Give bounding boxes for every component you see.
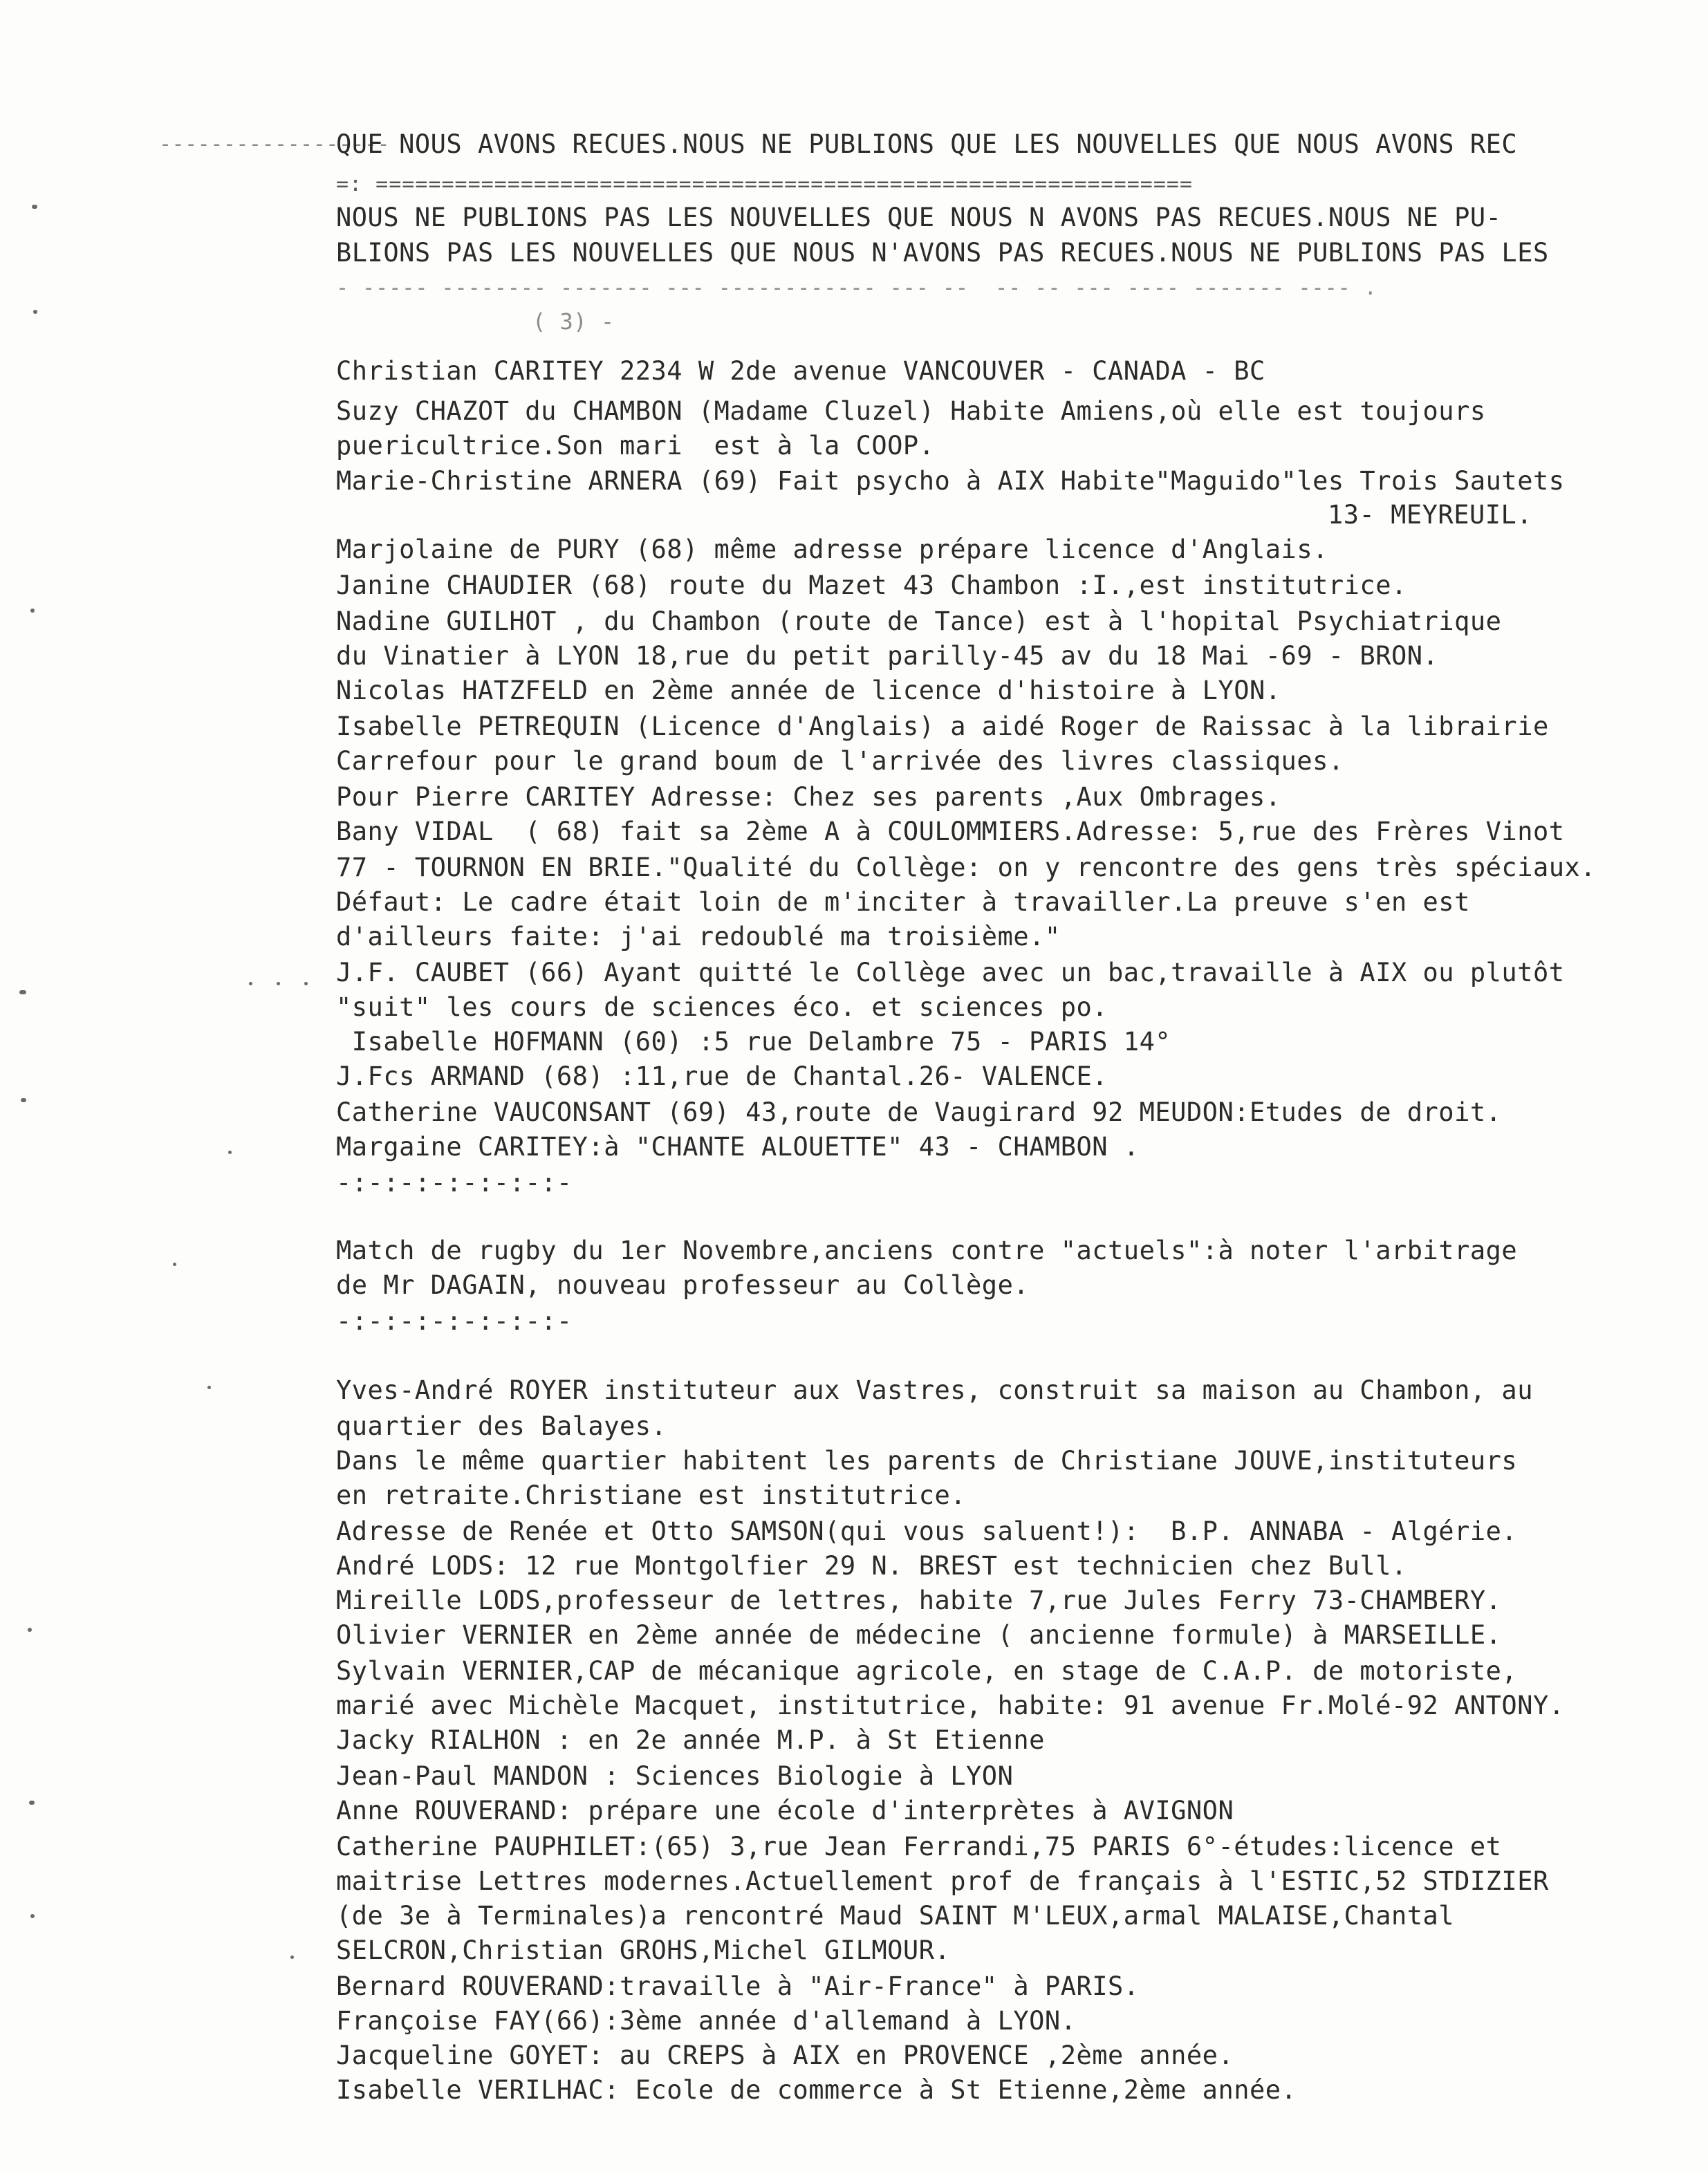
entry-line: Yves-André ROYER instituteur aux Vastres, construit sa maison au Chambon, au	[336, 1375, 1533, 1405]
margin-speck	[29, 1801, 35, 1805]
margin-speck	[30, 1914, 35, 1918]
section-divider: -:-:-:-:-:-:-:-	[336, 1306, 573, 1336]
margin-speck	[277, 982, 280, 985]
entry-line: Adresse de Renée et Otto SAMSON(qui vous saluent!): B.P. ANNABA - Algérie.	[336, 1516, 1518, 1546]
margin-speck	[33, 310, 37, 314]
entry-line: (de 3e à Terminales)a rencontré Maud SAINT M'LEUX,armal MALAISE,Chantal	[336, 1901, 1455, 1931]
margin-speck	[30, 608, 35, 613]
header-line-1: QUE NOUS AVONS RECUES.NOUS NE PUBLIONS QUE LES NOUVELLES QUE NOUS AVONS REC	[336, 129, 1518, 159]
entry-line: SELCRON,Christian GROHS,Michel GILMOUR.	[336, 1935, 951, 1965]
entry-line: Christian CARITEY 2234 W 2de avenue VANCOUVER - CANADA - BC	[336, 356, 1265, 386]
entry-line: Dans le même quartier habitent les parents de Christiane JOUVE,instituteurs	[336, 1446, 1518, 1476]
entry-line: Marie-Christine ARNERA (69) Fait psycho à AIX Habite"Maguido"les Trois Sautets	[336, 466, 1565, 496]
entry-line: Catherine VAUCONSANT (69) 43,route de Vaugirard 92 MEUDON:Etudes de droit.	[336, 1097, 1502, 1127]
header-line-2: NOUS NE PUBLIONS PAS LES NOUVELLES QUE NOUS N AVONS PAS RECUES.NOUS NE PU-	[336, 203, 1502, 232]
margin-speck	[32, 205, 37, 209]
entry-line: J.Fcs ARMAND (68) :11,rue de Chantal.26- VALENCE.	[336, 1061, 1108, 1091]
entry-line: "suit" les cours de sciences éco. et sciences po.	[336, 992, 1108, 1022]
entry-line: d'ailleurs faite: j'ai redoublé ma troisième."	[336, 922, 1061, 951]
entry-line: Nadine GUILHOT , du Chambon (route de Tance) est à l'hopital Psychiatrique	[336, 606, 1502, 636]
entry-line: Catherine PAUPHILET:(65) 3,rue Jean Ferrandi,75 PARIS 6°-études:licence et	[336, 1832, 1502, 1861]
entry-line: Jean-Paul MANDON : Sciences Biologie à LYON	[336, 1761, 1014, 1791]
margin-speck	[19, 990, 26, 994]
header-leading-dashes: ------------------	[159, 132, 391, 156]
entry-line: Janine CHAUDIER (68) route du Mazet 43 Chambon :I.,est institutrice.	[336, 570, 1407, 600]
margin-speck	[228, 1151, 232, 1154]
entry-line: Suzy CHAZOT du CHAMBON (Madame Cluzel) Habite Amiens,où elle est toujours	[336, 396, 1486, 426]
entry-line: puericultrice.Son mari est à la COOP.	[336, 431, 935, 461]
entry-line: du Vinatier à LYON 18,rue du petit parilly-45 av du 18 Mai -69 - BRON.	[336, 641, 1439, 671]
entry-line: Jacky RIALHON : en 2e année M.P. à St Etienne	[336, 1725, 1045, 1755]
entry-line: Isabelle HOFMANN (60) :5 rue Delambre 75 - PARIS 14°	[336, 1027, 1171, 1057]
entry-line: Carrefour pour le grand boum de l'arrivée des livres classiques.	[336, 746, 1344, 776]
entry-line: Défaut: Le cadre était loin de m'inciter à travailler.La preuve s'en est	[336, 887, 1470, 917]
entry-line: Sylvain VERNIER,CAP de mécanique agricole, en stage de C.A.P. de motoriste,	[336, 1656, 1518, 1686]
entry-line: en retraite.Christiane est institutrice.	[336, 1480, 967, 1510]
header-line-3: BLIONS PAS LES NOUVELLES QUE NOUS N'AVONS PAS RECUES.NOUS NE PUBLIONS PAS LES	[336, 238, 1549, 268]
entry-line: J.F. CAUBET (66) Ayant quitté le Collège avec un bac,travaille à AIX ou plutôt	[336, 958, 1565, 987]
entry-line: Nicolas HATZFELD en 2ème année de licence d'histoire à LYON.	[336, 676, 1281, 705]
section-divider: -:-:-:-:-:-:-:-	[336, 1168, 573, 1198]
entry-line: Mireille LODS,professeur de lettres, habite 7,rue Jules Ferry 73-CHAMBERY.	[336, 1586, 1502, 1615]
margin-speck	[249, 982, 252, 985]
entry-line: Isabelle VERILHAC: Ecole de commerce à St Etienne,2ème année.	[336, 2075, 1297, 2105]
entry-line: marié avec Michèle Macquet, institutrice, habite: 91 avenue Fr.Molé-92 ANTONY.	[336, 1691, 1565, 1720]
entry-line: Bany VIDAL ( 68) fait sa 2ème A à COULOMMIERS.Adresse: 5,rue des Frères Vinot	[336, 817, 1565, 846]
margin-speck	[304, 982, 308, 985]
page-number-mark: ( 3) -	[532, 308, 615, 335]
entry-line: Bernard ROUVERAND:travaille à "Air-France" à PARIS.	[336, 1971, 1140, 2001]
entry-line: 13- MEYREUIL.	[1328, 500, 1533, 530]
entry-line: quartier des Balayes.	[336, 1411, 667, 1441]
entry-line: Françoise FAY(66):3ème année d'allemand à LYON.	[336, 2006, 1077, 2036]
entry-line: Jacqueline GOYET: au CREPS à AIX en PROVENCE ,2ème année.	[336, 2041, 1234, 2070]
margin-speck	[21, 1098, 26, 1102]
header-rule-2: - ----- -------- ------- --- ------------ --- -- -- -- --- ---- ------- ---- .	[336, 276, 1377, 300]
entry-line: maitrise Lettres modernes.Actuellement prof de français à l'ESTIC,52 STDIZIER	[336, 1866, 1549, 1896]
entry-line: Isabelle PETREQUIN (Licence d'Anglais) a aidé Roger de Raissac à la librairie	[336, 712, 1549, 741]
margin-speck	[290, 1955, 294, 1959]
header-rule-1: =: ==============================================================	[336, 172, 1193, 196]
margin-speck	[173, 1263, 176, 1266]
entry-line: Pour Pierre CARITEY Adresse: Chez ses parents ,Aux Ombrages.	[336, 782, 1281, 812]
entry-line: Marjolaine de PURY (68) même adresse prépare licence d'Anglais.	[336, 535, 1328, 564]
entry-line: Anne ROUVERAND: prépare une école d'interprètes à AVIGNON	[336, 1796, 1234, 1825]
entry-line: Match de rugby du 1er Novembre,anciens contre "actuels":à noter l'arbitrage	[336, 1236, 1518, 1265]
margin-speck	[207, 1386, 211, 1389]
entry-line: Olivier VERNIER en 2ème année de médecine ( ancienne formule) à MARSEILLE.	[336, 1620, 1502, 1650]
margin-speck	[28, 1628, 32, 1632]
entry-line: André LODS: 12 rue Montgolfier 29 N. BREST est technicien chez Bull.	[336, 1551, 1407, 1581]
entry-line: 77 - TOURNON EN BRIE."Qualité du Collège: on y rencontre des gens très spéciaux.	[336, 853, 1597, 882]
entry-line: Margaine CARITEY:à "CHANTE ALOUETTE" 43 - CHAMBON .	[336, 1132, 1140, 1162]
entry-line: de Mr DAGAIN, nouveau professeur au Collège.	[336, 1270, 1030, 1300]
